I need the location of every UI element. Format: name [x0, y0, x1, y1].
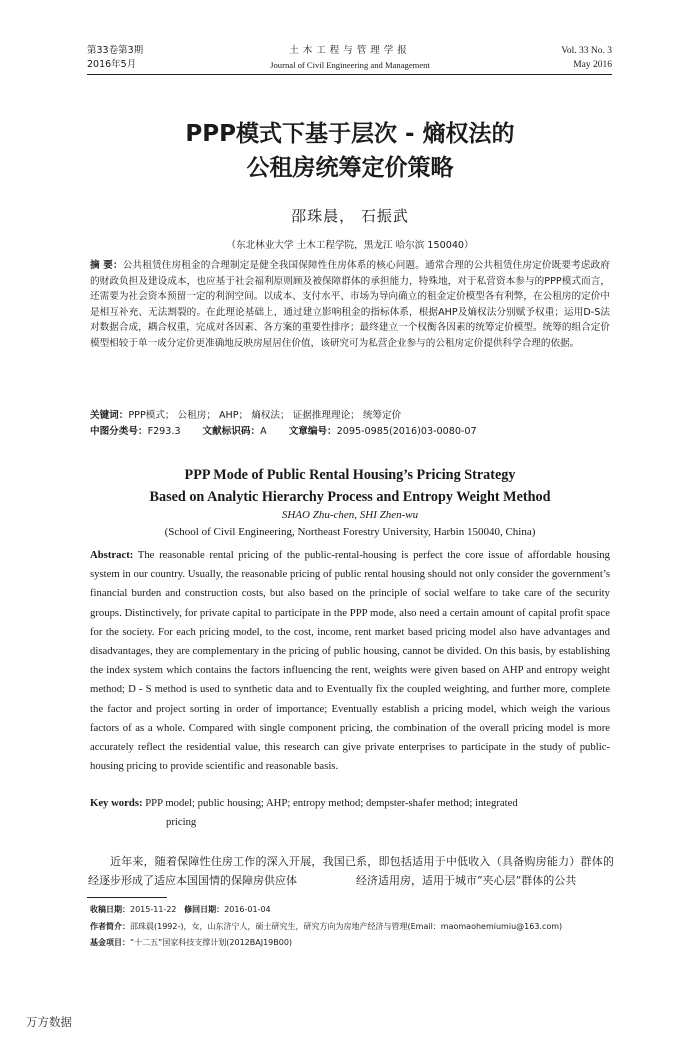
- title-cn-line-2: 公租房统筹定价策略: [246, 155, 454, 181]
- watermark-text: 万方数据: [26, 1015, 72, 1029]
- affiliation-en: (School of Civil Engineering, Northeast Forestry University, Harbin 150040, China): [164, 526, 536, 538]
- abstract-en: [90, 546, 610, 776]
- keywords-en: [90, 794, 610, 832]
- footnote-rule: [87, 897, 167, 898]
- journal-name-en: Journal of Civil Engineering and Management: [270, 60, 430, 70]
- keywords-en-text-1: PPP model; public housing; AHP; entropy method; dempster-shafer method; integrated: [142, 797, 518, 809]
- abstract-cn: [90, 258, 610, 352]
- article-no-value: 2095-0985(2016)03-0080-07: [336, 426, 477, 437]
- bio-label: 作者简介：: [90, 921, 130, 931]
- clc-value: F293.3: [147, 426, 181, 437]
- volume-issue-en: Vol. 33 No. 3: [561, 46, 612, 56]
- publish-date: 2016年5月: [87, 59, 137, 70]
- fund-text: “十二五”国家科技支撑计划(2012BAJ19B00): [130, 938, 293, 947]
- abstract-en-text: The reasonable rental pricing of the public-rental-housing is perfect the core issue of affordable housing system in our country. Usually, the reasonable pricing of public rental housing should not only consider the government’s financial burden and construction costs, but also based on the principle of social welfare to take care of the security groups. Distinctively, for private capital to participate in the PPP mode, also need a certain amount of capital profit space for the society. For each pricing model, to the cost, income, rent market based pricing model also have advantages and disadvantages, they are complementary in the pricing of public housing, cannot be divided. On this basis, by establishing the index system which contains the factors influencing the rent, weights were given based on AHP and entropy weight method; D - S method is used to synthetic data and to Eventually fix the coupled weighting, and further more, complete the factor and project sorting in order of importance; Eventually establish a pricing model, which weigh the various factors of as a whole. Compared with single component pricing, the combination of the overall pricing model is more accurately reflect the residential value, this research can give private enterprises to participate in the study of public-housing pricing to provide scientific and reasonable basis.: [90, 549, 610, 773]
- journal-name-cn: 土木工程与管理学报: [289, 45, 411, 56]
- volume-issue: 第33卷第3期: [87, 45, 144, 56]
- revised-label: 修回日期：: [184, 905, 225, 914]
- header-rule: [87, 74, 612, 75]
- received-label: 收稿日期：: [90, 905, 130, 914]
- body-column-right: 系，即包括适用于中低收入（具备购房能力）群体的经济适用房，适用于城市“夹心层”群体的公共: [356, 855, 614, 887]
- doc-code-label: 文献标识码：: [202, 426, 261, 437]
- article-no-label: 文章编号：: [288, 426, 337, 437]
- publish-date-en: May 2016: [573, 60, 612, 70]
- authors-cn: 邵珠晨， 石振武: [291, 207, 409, 225]
- body-column-left: 近年来，随着保障性住房工作的深入开展，我国已经逐步形成了适应本国国情的保障房供应体: [88, 855, 356, 887]
- keywords-en-label: Key words:: [90, 797, 143, 809]
- revised-date: 2016-01-04: [224, 905, 271, 914]
- bio-text: 邵珠晨(1992-)，女，山东济宁人，硕士研究生，研究方向为房地产经济与管理(Email：maomaohemiumiu@163.com): [130, 921, 563, 931]
- keywords-en-text-2: pricing: [166, 816, 197, 829]
- abstract-cn-text: 公共租赁住房租金的合理制定是健全我国保障性住房体系的核心问题。通常合理的公共租赁住房定价既要考虑政府的财政负担及建设成本，也应基于社会福利原则顾及被保障群体的承担能力，特殊地，对于私营资本参与的PPP模式而言，还需要为社会资本预留一定的利润空间。以成本、支付水平、市场为导向确立的租金定价模型各有利弊，在公租房的定价中是相互补充、无法割裂的。在此理论基础上，通过建立影响租金的指标体系，根据AHP及熵权法分别赋予权重；运用D-S法对数据合成，耦合权重，完成对各因素、各方案的重要性排序；最终建立一个权衡各因素的统筹定价模型。统筹的组合定价模型相较于单一成分定价更准确地反映房屋居住价值，该研究可为私营企业参与的公租房定价提供科学合理的依据。: [90, 260, 611, 349]
- paper-title-en: [90, 464, 610, 508]
- doc-code-value: A: [260, 426, 267, 437]
- header-center: [200, 44, 500, 72]
- authors-en: SHAO Zhu-chen, SHI Zhen-wu: [281, 509, 419, 521]
- title-en-line-2: Based on Analytic Hierarchy Process and Entropy Weight Method: [149, 489, 551, 505]
- fund-label: 基金项目：: [90, 938, 130, 947]
- received-date: 2015-11-22: [130, 905, 177, 914]
- paper-title-cn: [90, 117, 610, 185]
- title-cn-line-1: PPP模式下基于层次 - 熵权法的: [185, 121, 515, 147]
- header-left: [87, 44, 143, 72]
- footnote-dates: [90, 902, 562, 919]
- affiliation-cn: （东北林业大学 土木工程学院，黑龙江 哈尔滨 150040）: [226, 240, 474, 251]
- abstract-cn-label: 摘 要：: [90, 260, 123, 271]
- keywords-cn-label: 关键词：: [90, 410, 129, 421]
- classification-cn: [90, 424, 610, 440]
- title-en-line-1: PPP Mode of Public Rental Housing’s Pricing Strategy: [184, 467, 516, 483]
- footnotes: [90, 902, 562, 952]
- clc-label: 中图分类号：: [90, 426, 148, 437]
- keywords-cn-text: PPP模式； 公租房； AHP； 熵权法； 证据推理理论； 统筹定价: [128, 410, 402, 421]
- footnote-bio: [90, 919, 562, 936]
- header-right: [561, 44, 612, 72]
- keywords-cn: [90, 408, 610, 424]
- footnote-fund: [90, 935, 562, 952]
- abstract-en-label: Abstract:: [90, 549, 134, 561]
